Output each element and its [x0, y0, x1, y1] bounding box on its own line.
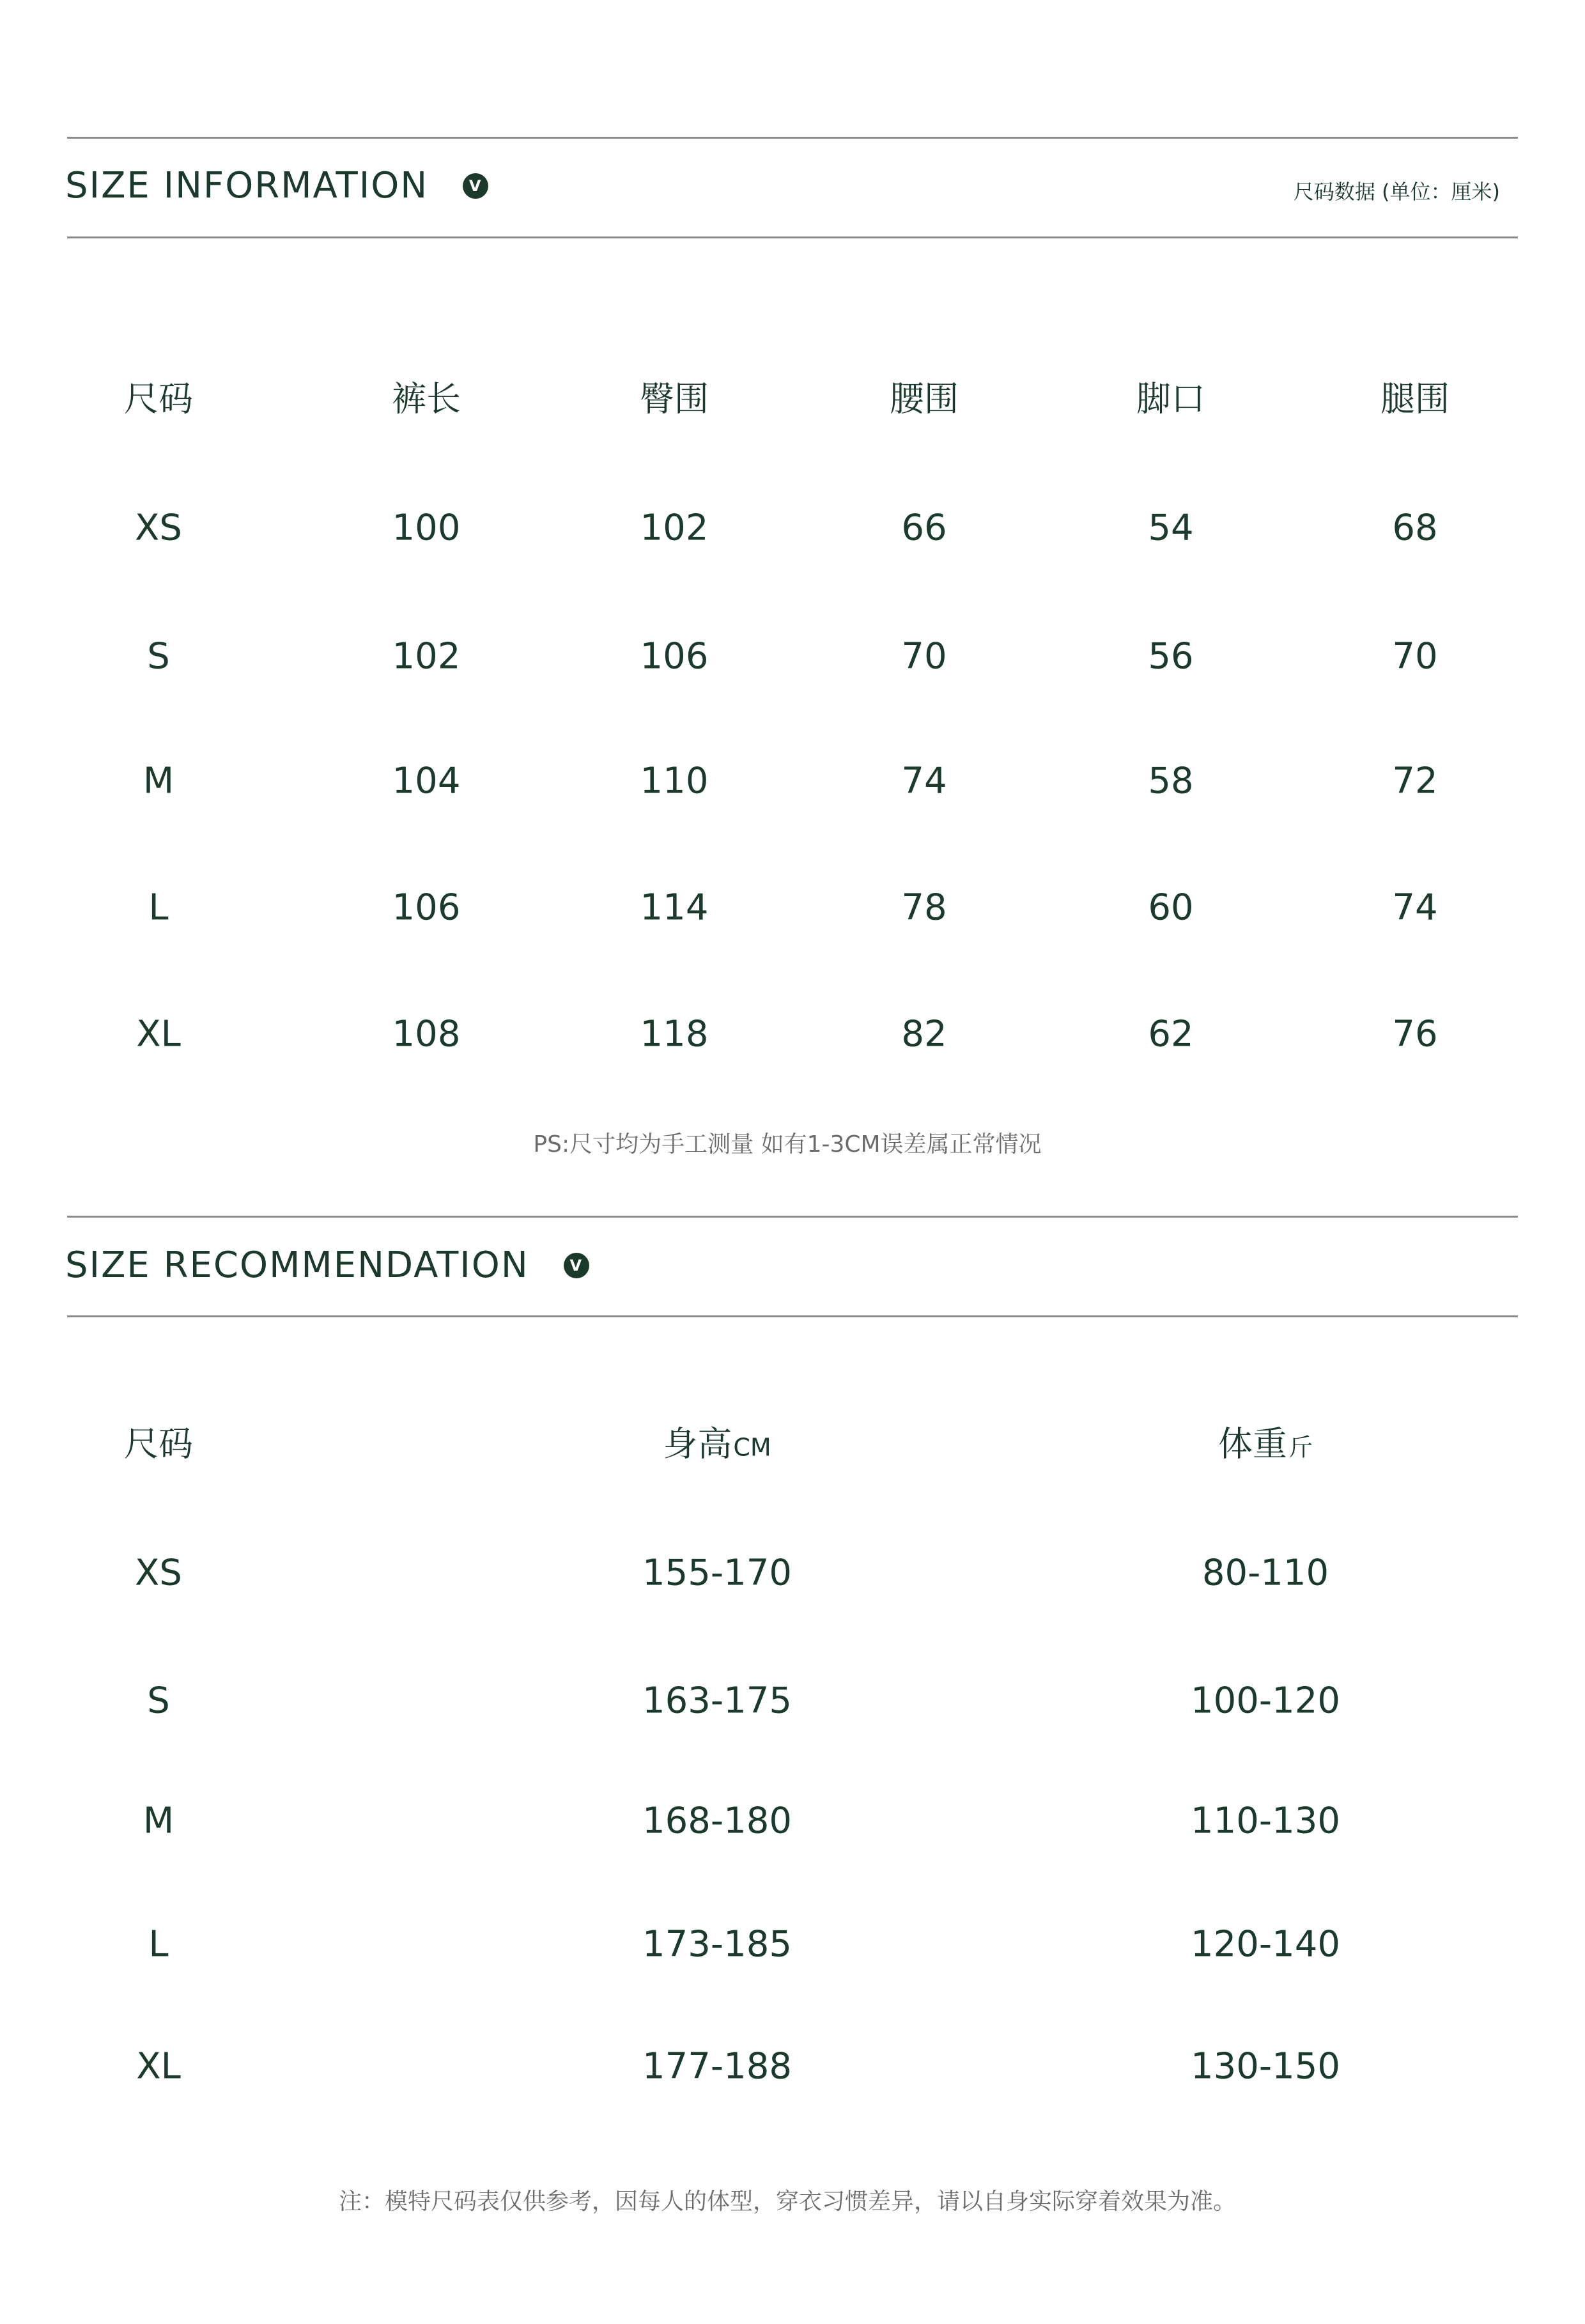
table-cell: 78: [901, 887, 947, 929]
column-header: 腰围: [890, 378, 959, 419]
size-label: M: [143, 1800, 174, 1842]
column-header: [663, 1417, 771, 1466]
size-label: XL: [136, 2045, 181, 2088]
table-cell: 155-170: [642, 1552, 792, 1594]
table-cell: 62: [1148, 1013, 1194, 1055]
table-cell: 102: [640, 507, 709, 549]
size-label: XS: [135, 507, 182, 549]
table-cell: 74: [901, 760, 947, 802]
size-information-title-text: SIZE INFORMATION: [65, 165, 429, 206]
size-label: XS: [135, 1552, 182, 1594]
table-cell: 130-150: [1191, 2045, 1340, 2088]
table-cell: 58: [1148, 760, 1194, 802]
table-cell: 110: [640, 760, 709, 802]
table-cell: 74: [1392, 887, 1438, 929]
table-cell: 60: [1148, 887, 1194, 929]
table-cell: 68: [1392, 507, 1438, 549]
table-cell: 76: [1392, 1013, 1438, 1055]
table-cell: 177-188: [642, 2045, 792, 2088]
column-header-label: 体重: [1218, 1423, 1287, 1464]
table-cell: 102: [392, 635, 461, 678]
table-cell: 66: [901, 507, 947, 549]
size-recommendation-title-text: SIZE RECOMMENDATION: [65, 1244, 529, 1286]
column-header: [124, 1417, 193, 1466]
table-cell: 114: [640, 887, 709, 929]
table-cell: 106: [640, 635, 709, 678]
measurement-note: PS:尺寸均为手工测量 如有1-3CM误差属正常情况: [533, 1131, 1042, 1158]
table-cell: 54: [1148, 507, 1194, 549]
unit-note: 尺码数据 (单位：厘米): [1293, 180, 1500, 204]
top-divider: [67, 137, 1518, 139]
column-header: [1218, 1417, 1313, 1466]
table-cell: 100-120: [1191, 1680, 1340, 1722]
column-header-unit: 斤: [1288, 1433, 1313, 1462]
model-size-note: 注：模特尺码表仅供参考，因每人的体型，穿衣习惯差异，请以自身实际穿着效果为准。: [338, 2188, 1237, 2215]
table-cell: 163-175: [642, 1680, 792, 1722]
size-recommendation-title: [65, 1244, 589, 1286]
table-cell: 80-110: [1202, 1552, 1329, 1594]
table-cell: 70: [1392, 635, 1438, 678]
column-header: 尺码: [124, 378, 193, 419]
table-cell: 108: [392, 1013, 461, 1055]
column-header: 裤长: [392, 378, 461, 419]
check-badge-icon: V: [463, 173, 488, 199]
table-cell: 118: [640, 1013, 709, 1055]
table-cell: 173-185: [642, 1923, 792, 1965]
size-label: XL: [136, 1013, 181, 1055]
column-header-label: 尺码: [124, 1423, 193, 1464]
table-cell: 168-180: [642, 1800, 792, 1842]
recommend-top-divider: [67, 1216, 1518, 1218]
check-badge-icon: V: [564, 1253, 589, 1278]
table-cell: 104: [392, 760, 461, 802]
recommend-header-divider: [67, 1315, 1518, 1317]
size-label: S: [147, 1680, 170, 1722]
table-cell: 106: [392, 887, 461, 929]
column-header-unit: CM: [733, 1433, 771, 1462]
size-label: S: [147, 635, 170, 678]
table-cell: 72: [1392, 760, 1438, 802]
size-information-title: [65, 165, 488, 206]
column-header-label: 身高: [663, 1423, 732, 1464]
table-cell: 100: [392, 507, 461, 549]
table-cell: 110-130: [1191, 1800, 1340, 1842]
table-cell: 82: [901, 1013, 947, 1055]
size-label: L: [148, 1923, 169, 1965]
table-cell: 70: [901, 635, 947, 678]
size-label: L: [148, 887, 169, 929]
table-cell: 56: [1148, 635, 1194, 678]
size-label: M: [143, 760, 174, 802]
table-cell: 120-140: [1191, 1923, 1340, 1965]
column-header: 脚口: [1136, 378, 1205, 419]
column-header: 腿围: [1380, 378, 1450, 419]
info-header-divider: [67, 236, 1518, 238]
column-header: 臀围: [640, 378, 709, 419]
